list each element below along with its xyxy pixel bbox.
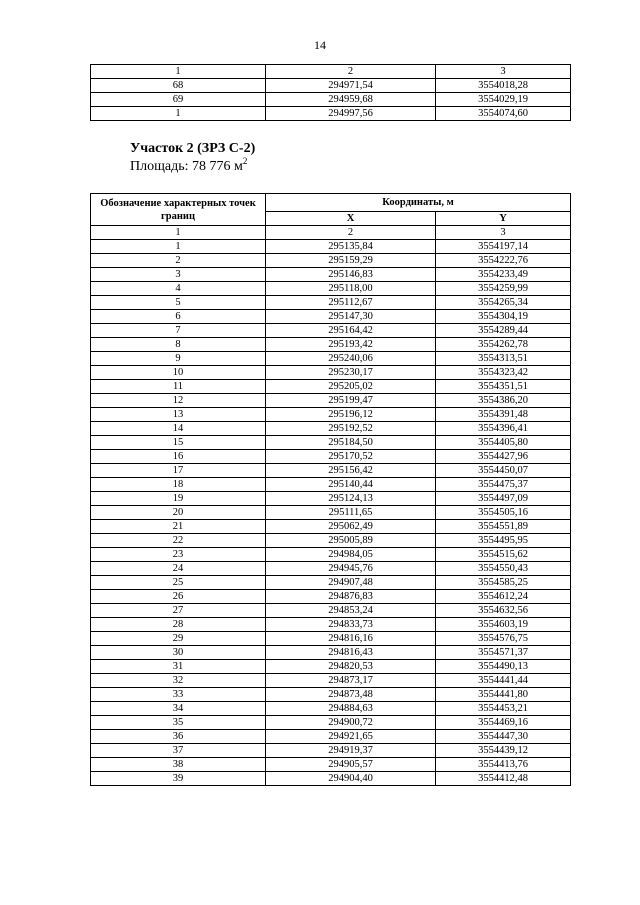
- x-coordinate-cell: 295170,52: [266, 450, 436, 464]
- point-number-cell: 7: [91, 324, 266, 338]
- point-number-cell: 68: [91, 79, 266, 93]
- y-coordinate-cell: 3554427,96: [436, 450, 571, 464]
- point-number-cell: 11: [91, 380, 266, 394]
- table-row: [91, 632, 571, 646]
- x-coordinate-cell: 294853,24: [266, 604, 436, 618]
- y-coordinate-cell: 3554259,99: [436, 282, 571, 296]
- point-number-cell: 14: [91, 422, 266, 436]
- y-coordinate-cell: 3554197,14: [436, 240, 571, 254]
- table-row: [91, 268, 571, 282]
- y-coordinate-cell: 3554571,37: [436, 646, 571, 660]
- table-row: [91, 618, 571, 632]
- y-coordinate-cell: 3554439,12: [436, 744, 571, 758]
- table-row: [91, 338, 571, 352]
- coordinates-table: [90, 193, 571, 786]
- table-row: [91, 107, 571, 121]
- x-coordinate-cell: 295146,83: [266, 268, 436, 282]
- table-row: [91, 702, 571, 716]
- point-number-cell: 9: [91, 352, 266, 366]
- y-coordinate-cell: 3554515,62: [436, 548, 571, 562]
- point-number-cell: 10: [91, 366, 266, 380]
- x-coordinate-cell: 295205,02: [266, 380, 436, 394]
- section-title: Участок 2 (ЗРЗ С-2): [130, 141, 256, 156]
- table-body: [91, 79, 571, 121]
- table-row: [91, 240, 571, 254]
- point-number-cell: 37: [91, 744, 266, 758]
- y-header: Y: [436, 212, 571, 226]
- point-number-cell: 1: [91, 107, 266, 121]
- x-coordinate-cell: 295112,67: [266, 296, 436, 310]
- x-coordinate-cell: 294816,16: [266, 632, 436, 646]
- y-coordinate-cell: 3554585,25: [436, 576, 571, 590]
- table-row: [91, 422, 571, 436]
- coordinates-table-continued: [90, 64, 571, 121]
- y-coordinate-cell: 3554386,20: [436, 394, 571, 408]
- point-number-cell: 69: [91, 93, 266, 107]
- table-row: [91, 506, 571, 520]
- y-coordinate-cell: 3554551,89: [436, 520, 571, 534]
- point-number-cell: 29: [91, 632, 266, 646]
- column-number: 3: [436, 226, 571, 240]
- table-row: [91, 79, 571, 93]
- x-coordinate-cell: 295135,84: [266, 240, 436, 254]
- x-coordinate-cell: 294907,48: [266, 576, 436, 590]
- point-number-cell: 3: [91, 268, 266, 282]
- point-number-cell: 23: [91, 548, 266, 562]
- x-coordinate-cell: 295196,12: [266, 408, 436, 422]
- table-row: [91, 380, 571, 394]
- table-row: [91, 282, 571, 296]
- x-coordinate-cell: 294904,40: [266, 772, 436, 786]
- table-row: [91, 772, 571, 786]
- x-coordinate-cell: 294905,57: [266, 758, 436, 772]
- point-number-cell: 22: [91, 534, 266, 548]
- table-row: [91, 450, 571, 464]
- point-number-cell: 39: [91, 772, 266, 786]
- table-row: [91, 688, 571, 702]
- point-number-cell: 30: [91, 646, 266, 660]
- table-row: [91, 576, 571, 590]
- x-coordinate-cell: 295184,50: [266, 436, 436, 450]
- table-body: [91, 240, 571, 786]
- area-line: [130, 156, 247, 175]
- y-coordinate-cell: 3554029,19: [436, 93, 571, 107]
- point-number-cell: 36: [91, 730, 266, 744]
- column-number-row: [91, 226, 571, 240]
- y-coordinate-cell: 3554351,51: [436, 380, 571, 394]
- point-number-cell: 18: [91, 478, 266, 492]
- x-header: X: [266, 212, 436, 226]
- column-number: 1: [91, 65, 266, 79]
- point-number-cell: 38: [91, 758, 266, 772]
- x-coordinate-cell: 295192,52: [266, 422, 436, 436]
- x-coordinate-cell: 294833,73: [266, 618, 436, 632]
- table-row: [91, 254, 571, 268]
- page-number: 14: [314, 38, 326, 52]
- column-number: 2: [266, 226, 436, 240]
- point-number-cell: 15: [91, 436, 266, 450]
- y-coordinate-cell: 3554289,44: [436, 324, 571, 338]
- point-number-cell: 25: [91, 576, 266, 590]
- y-coordinate-cell: 3554441,80: [436, 688, 571, 702]
- x-coordinate-cell: 294971,54: [266, 79, 436, 93]
- x-coordinate-cell: 295124,13: [266, 492, 436, 506]
- table-row: [91, 716, 571, 730]
- header-row: [91, 194, 571, 212]
- point-number-cell: 28: [91, 618, 266, 632]
- table-row: [91, 674, 571, 688]
- x-coordinate-cell: 295199,47: [266, 394, 436, 408]
- point-number-cell: 8: [91, 338, 266, 352]
- x-coordinate-cell: 294919,37: [266, 744, 436, 758]
- point-number-cell: 17: [91, 464, 266, 478]
- column-number: 3: [436, 65, 571, 79]
- y-coordinate-cell: 3554222,76: [436, 254, 571, 268]
- table-row: [91, 660, 571, 674]
- table-row: [91, 534, 571, 548]
- point-number-cell: 1: [91, 240, 266, 254]
- x-coordinate-cell: 294921,65: [266, 730, 436, 744]
- y-coordinate-cell: 3554469,16: [436, 716, 571, 730]
- x-coordinate-cell: 295230,17: [266, 366, 436, 380]
- points-header: Обозначение характерных точек границ: [91, 194, 266, 226]
- point-number-cell: 5: [91, 296, 266, 310]
- x-coordinate-cell: 294873,48: [266, 688, 436, 702]
- table-row: [91, 590, 571, 604]
- y-coordinate-cell: 3554405,80: [436, 436, 571, 450]
- x-coordinate-cell: 295062,49: [266, 520, 436, 534]
- x-coordinate-cell: 294997,56: [266, 107, 436, 121]
- table-row: [91, 520, 571, 534]
- y-coordinate-cell: 3554550,43: [436, 562, 571, 576]
- y-coordinate-cell: 3554497,09: [436, 492, 571, 506]
- table-row: [91, 436, 571, 450]
- point-number-cell: 19: [91, 492, 266, 506]
- y-coordinate-cell: 3554453,21: [436, 702, 571, 716]
- point-number-cell: 26: [91, 590, 266, 604]
- x-coordinate-cell: 295193,42: [266, 338, 436, 352]
- coordinates-header: Координаты, м: [266, 194, 571, 212]
- x-coordinate-cell: 295140,44: [266, 478, 436, 492]
- point-number-cell: 27: [91, 604, 266, 618]
- table-row: [91, 324, 571, 338]
- y-coordinate-cell: 3554396,41: [436, 422, 571, 436]
- x-coordinate-cell: 294959,68: [266, 93, 436, 107]
- y-coordinate-cell: 3554490,13: [436, 660, 571, 674]
- table-row: [91, 394, 571, 408]
- x-coordinate-cell: 295159,29: [266, 254, 436, 268]
- table-row: [91, 492, 571, 506]
- x-coordinate-cell: 295005,89: [266, 534, 436, 548]
- y-coordinate-cell: 3554074,60: [436, 107, 571, 121]
- x-coordinate-cell: 294984,05: [266, 548, 436, 562]
- table-row: [91, 464, 571, 478]
- table-row: [91, 366, 571, 380]
- y-coordinate-cell: 3554262,78: [436, 338, 571, 352]
- x-coordinate-cell: 294816,43: [266, 646, 436, 660]
- x-coordinate-cell: 294876,83: [266, 590, 436, 604]
- point-number-cell: 31: [91, 660, 266, 674]
- y-coordinate-cell: 3554412,48: [436, 772, 571, 786]
- x-coordinate-cell: 295147,30: [266, 310, 436, 324]
- table-row: [91, 604, 571, 618]
- point-number-cell: 16: [91, 450, 266, 464]
- y-coordinate-cell: 3554265,34: [436, 296, 571, 310]
- x-coordinate-cell: 295164,42: [266, 324, 436, 338]
- x-coordinate-cell: 294884,63: [266, 702, 436, 716]
- y-coordinate-cell: 3554450,07: [436, 464, 571, 478]
- y-coordinate-cell: 3554441,44: [436, 674, 571, 688]
- area-unit-superscript: 2: [242, 156, 248, 166]
- y-coordinate-cell: 3554632,56: [436, 604, 571, 618]
- y-coordinate-cell: 3554323,42: [436, 366, 571, 380]
- point-number-cell: 4: [91, 282, 266, 296]
- x-coordinate-cell: 295156,42: [266, 464, 436, 478]
- y-coordinate-cell: 3554475,37: [436, 478, 571, 492]
- point-number-cell: 21: [91, 520, 266, 534]
- table-row: [91, 548, 571, 562]
- table-row: [91, 758, 571, 772]
- table-row: [91, 310, 571, 324]
- y-coordinate-cell: 3554391,48: [436, 408, 571, 422]
- y-coordinate-cell: 3554233,49: [436, 268, 571, 282]
- y-coordinate-cell: 3554576,75: [436, 632, 571, 646]
- x-coordinate-cell: 295111,65: [266, 506, 436, 520]
- x-coordinate-cell: 294945,76: [266, 562, 436, 576]
- point-number-cell: 12: [91, 394, 266, 408]
- y-coordinate-cell: 3554495,95: [436, 534, 571, 548]
- area-label: Площадь: 78 776 м: [130, 159, 243, 174]
- point-number-cell: 20: [91, 506, 266, 520]
- point-number-cell: 33: [91, 688, 266, 702]
- point-number-cell: 32: [91, 674, 266, 688]
- point-number-cell: 2: [91, 254, 266, 268]
- point-number-cell: 13: [91, 408, 266, 422]
- y-coordinate-cell: 3554603,19: [436, 618, 571, 632]
- y-coordinate-cell: 3554447,30: [436, 730, 571, 744]
- column-number: 1: [91, 226, 266, 240]
- table-row: [91, 478, 571, 492]
- point-number-cell: 6: [91, 310, 266, 324]
- x-coordinate-cell: 295118,00: [266, 282, 436, 296]
- y-coordinate-cell: 3554313,51: [436, 352, 571, 366]
- x-coordinate-cell: 294873,17: [266, 674, 436, 688]
- table-row: [91, 744, 571, 758]
- x-coordinate-cell: 294820,53: [266, 660, 436, 674]
- table-row: [91, 730, 571, 744]
- y-coordinate-cell: 3554413,76: [436, 758, 571, 772]
- table-row: [91, 296, 571, 310]
- x-coordinate-cell: 294900,72: [266, 716, 436, 730]
- y-coordinate-cell: 3554612,24: [436, 590, 571, 604]
- x-coordinate-cell: 295240,06: [266, 352, 436, 366]
- point-number-cell: 34: [91, 702, 266, 716]
- y-coordinate-cell: 3554018,28: [436, 79, 571, 93]
- table-row: [91, 408, 571, 422]
- table-row: [91, 93, 571, 107]
- point-number-cell: 35: [91, 716, 266, 730]
- table-row: [91, 562, 571, 576]
- column-number: 2: [266, 65, 436, 79]
- table-row: [91, 352, 571, 366]
- point-number-cell: 24: [91, 562, 266, 576]
- column-number-row: [91, 65, 571, 79]
- y-coordinate-cell: 3554505,16: [436, 506, 571, 520]
- y-coordinate-cell: 3554304,19: [436, 310, 571, 324]
- table-row: [91, 646, 571, 660]
